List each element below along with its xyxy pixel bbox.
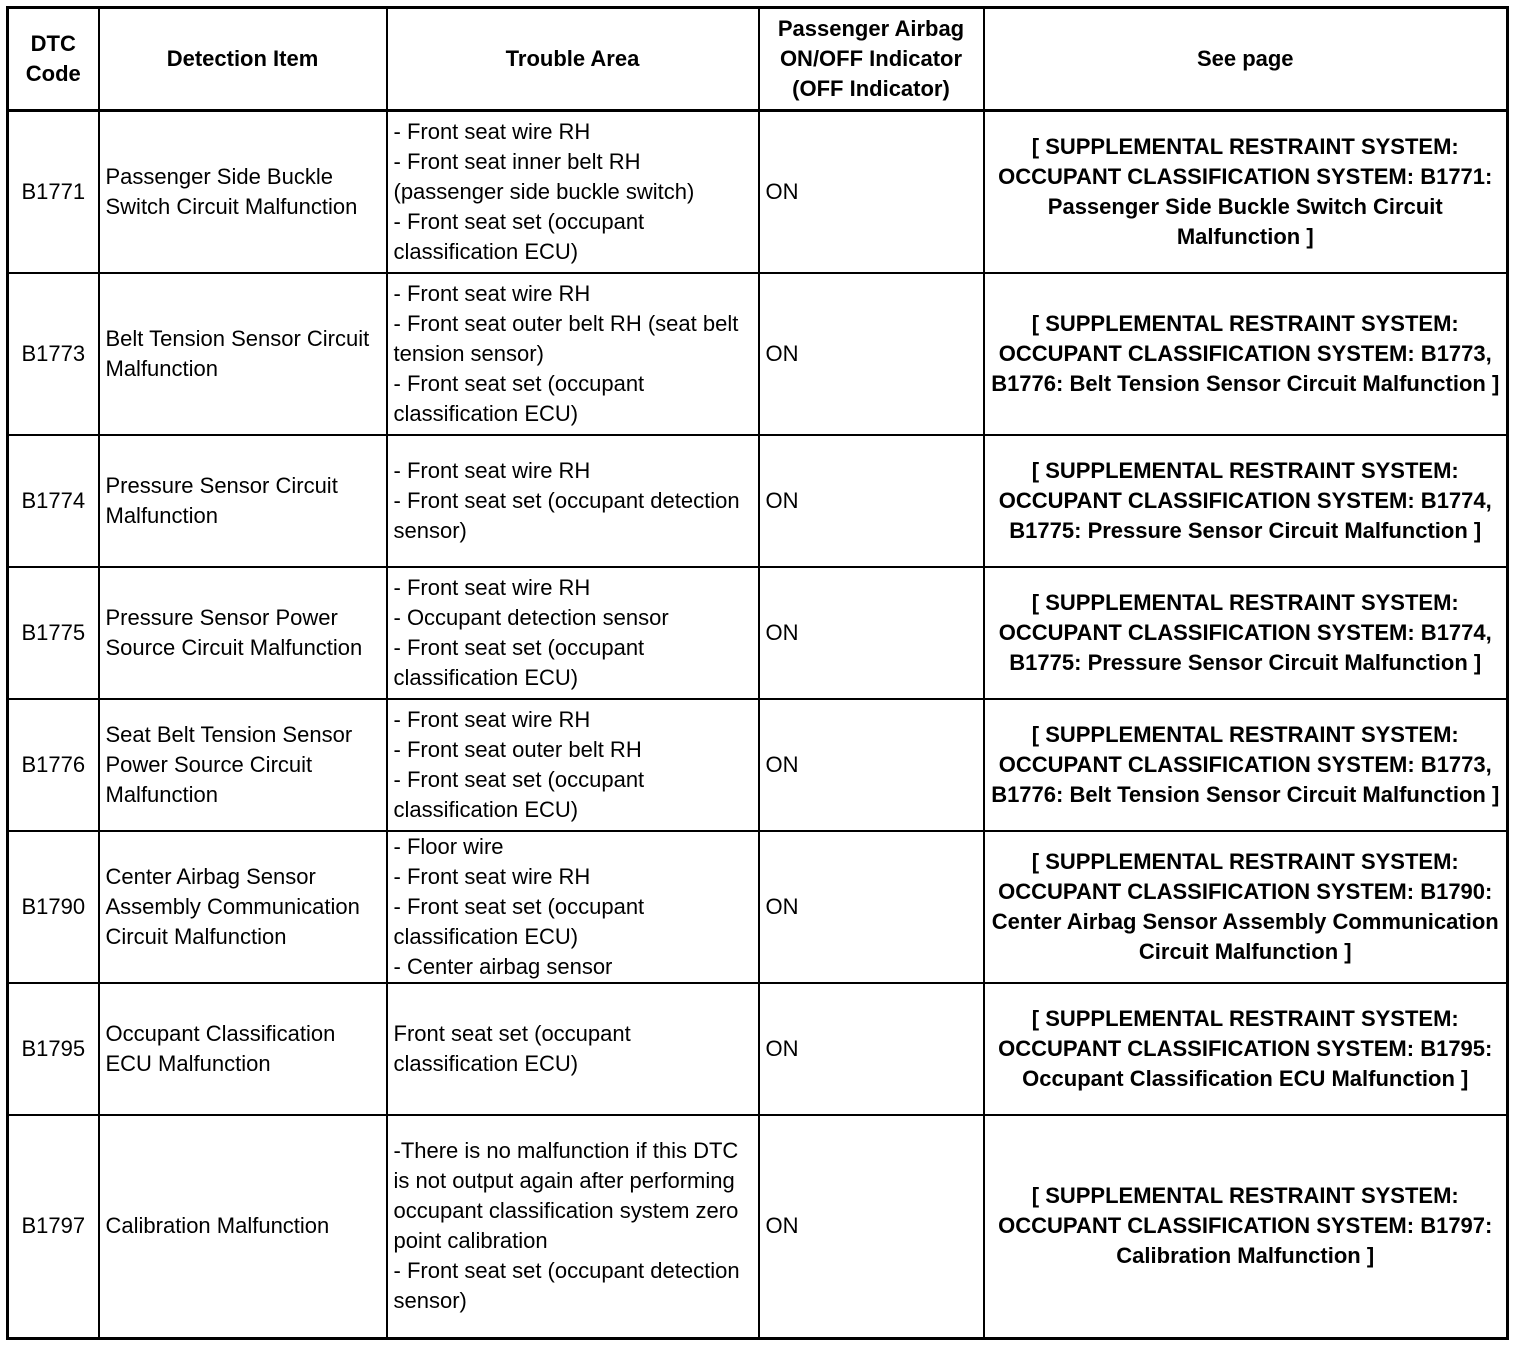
indicator-cell: ON — [759, 435, 984, 567]
trouble-area-line: - Front seat set (occupant classification ECU) — [393, 893, 645, 949]
trouble-area-line: -There is no malfunction if this DTC is not output again after performing occupant classification system zero point calibration — [393, 1138, 739, 1254]
indicator-cell: ON — [759, 983, 984, 1115]
trouble-area-line: - Front seat set (occupant classification ECU) — [393, 766, 645, 822]
see-page-link[interactable]: [ SUPPLEMENTAL RESTRAINT SYSTEM: OCCUPANT CLASSIFICATION SYSTEM: B1773, B1776: Belt Tension Sensor Circuit Malfunction ] — [984, 273, 1508, 435]
see-page-link[interactable]: [ SUPPLEMENTAL RESTRAINT SYSTEM: OCCUPANT CLASSIFICATION SYSTEM: B1797: Calibration Malfunction ] — [984, 1115, 1508, 1339]
trouble-area-cell — [387, 273, 759, 435]
table-row — [8, 111, 1508, 273]
see-page-link[interactable]: [ SUPPLEMENTAL RESTRAINT SYSTEM: OCCUPANT CLASSIFICATION SYSTEM: B1774, B1775: Pressure Sensor Circuit Malfunction ] — [984, 435, 1508, 567]
trouble-area-line: - Front seat outer belt RH — [393, 736, 642, 762]
detection-item-cell: Pressure Sensor Circuit Malfunction — [99, 435, 387, 567]
trouble-area-line: - Front seat set (occupant detection sensor) — [393, 487, 740, 543]
trouble-area-line: - Front seat wire RH — [393, 706, 591, 732]
trouble-area-cell — [387, 435, 759, 567]
header-airbag-indicator: Passenger Airbag ON/OFF Indicator (OFF Indicator) — [759, 8, 984, 111]
dtc-code-cell: B1790 — [8, 831, 99, 983]
indicator-cell: ON — [759, 699, 984, 831]
table-body — [8, 111, 1508, 1339]
dtc-code-cell: B1773 — [8, 273, 99, 435]
detection-item-cell: Seat Belt Tension Sensor Power Source Circuit Malfunction — [99, 699, 387, 831]
detection-item-cell: Calibration Malfunction — [99, 1115, 387, 1339]
see-page-link[interactable]: [ SUPPLEMENTAL RESTRAINT SYSTEM: OCCUPANT CLASSIFICATION SYSTEM: B1773, B1776: Belt Tension Sensor Circuit Malfunction ] — [984, 699, 1508, 831]
trouble-area-cell — [387, 983, 759, 1115]
dtc-code-cell: B1795 — [8, 983, 99, 1115]
indicator-cell: ON — [759, 273, 984, 435]
trouble-area-line: - Center airbag sensor — [393, 953, 613, 979]
trouble-area-cell — [387, 567, 759, 699]
see-page-link[interactable]: [ SUPPLEMENTAL RESTRAINT SYSTEM: OCCUPANT CLASSIFICATION SYSTEM: B1795: Occupant Classification ECU Malfunction ] — [984, 983, 1508, 1115]
trouble-area-line: - Front seat wire RH — [393, 574, 591, 600]
detection-item-cell: Center Airbag Sensor Assembly Communication Circuit Malfunction — [99, 831, 387, 983]
table-row — [8, 1115, 1508, 1339]
trouble-area-line: - Front seat wire RH — [393, 118, 591, 144]
header-row — [8, 8, 1508, 111]
detection-item-cell: Occupant Classification ECU Malfunction — [99, 983, 387, 1115]
header-dtc-code: DTC Code — [8, 8, 99, 111]
indicator-cell: ON — [759, 111, 984, 273]
trouble-area-line: - Front seat set (occupant classification ECU) — [393, 208, 645, 264]
see-page-link[interactable]: [ SUPPLEMENTAL RESTRAINT SYSTEM: OCCUPANT CLASSIFICATION SYSTEM: B1790: Center Airbag Sensor Assembly Communication Circuit Malfunction ] — [984, 831, 1508, 983]
table-row — [8, 831, 1508, 983]
dtc-code-cell: B1774 — [8, 435, 99, 567]
trouble-area-line: - Front seat set (occupant classification ECU) — [393, 370, 645, 426]
trouble-area-line: - Front seat outer belt RH (seat belt tension sensor) — [393, 310, 739, 366]
dtc-code-cell: B1776 — [8, 699, 99, 831]
indicator-cell: ON — [759, 831, 984, 983]
dtc-code-cell: B1797 — [8, 1115, 99, 1339]
trouble-area-cell — [387, 831, 759, 983]
trouble-area-line: - Front seat wire RH — [393, 280, 591, 306]
table-row — [8, 273, 1508, 435]
dtc-code-cell: B1775 — [8, 567, 99, 699]
table-row — [8, 567, 1508, 699]
dtc-table — [6, 6, 1509, 1340]
dtc-code-cell: B1771 — [8, 111, 99, 273]
detection-item-cell: Passenger Side Buckle Switch Circuit Malfunction — [99, 111, 387, 273]
trouble-area-cell — [387, 699, 759, 831]
table-row — [8, 699, 1508, 831]
dtc-table-wrapper — [6, 6, 1509, 1340]
trouble-area-line: Front seat set (occupant classification ECU) — [393, 1020, 631, 1076]
header-see-page: See page — [984, 8, 1508, 111]
table-row — [8, 435, 1508, 567]
trouble-area-line: - Front seat inner belt RH (passenger side buckle switch) — [393, 148, 695, 204]
detection-item-cell: Pressure Sensor Power Source Circuit Malfunction — [99, 567, 387, 699]
trouble-area-line: - Front seat set (occupant detection sensor) — [393, 1258, 740, 1314]
header-detection-item: Detection Item — [99, 8, 387, 111]
see-page-link[interactable]: [ SUPPLEMENTAL RESTRAINT SYSTEM: OCCUPANT CLASSIFICATION SYSTEM: B1774, B1775: Pressure Sensor Circuit Malfunction ] — [984, 567, 1508, 699]
trouble-area-cell — [387, 1115, 759, 1339]
table-row — [8, 983, 1508, 1115]
indicator-cell: ON — [759, 1115, 984, 1339]
trouble-area-line: - Front seat wire RH — [393, 457, 591, 483]
see-page-link[interactable]: [ SUPPLEMENTAL RESTRAINT SYSTEM: OCCUPANT CLASSIFICATION SYSTEM: B1771: Passenger Side Buckle Switch Circuit Malfunction ] — [984, 111, 1508, 273]
trouble-area-line: - Front seat wire RH — [393, 863, 591, 889]
detection-item-cell: Belt Tension Sensor Circuit Malfunction — [99, 273, 387, 435]
indicator-cell: ON — [759, 567, 984, 699]
trouble-area-line: - Floor wire — [393, 833, 504, 859]
trouble-area-line: - Front seat set (occupant classification ECU) — [393, 634, 645, 690]
trouble-area-line: - Occupant detection sensor — [393, 604, 669, 630]
header-trouble-area: Trouble Area — [387, 8, 759, 111]
trouble-area-cell — [387, 111, 759, 273]
